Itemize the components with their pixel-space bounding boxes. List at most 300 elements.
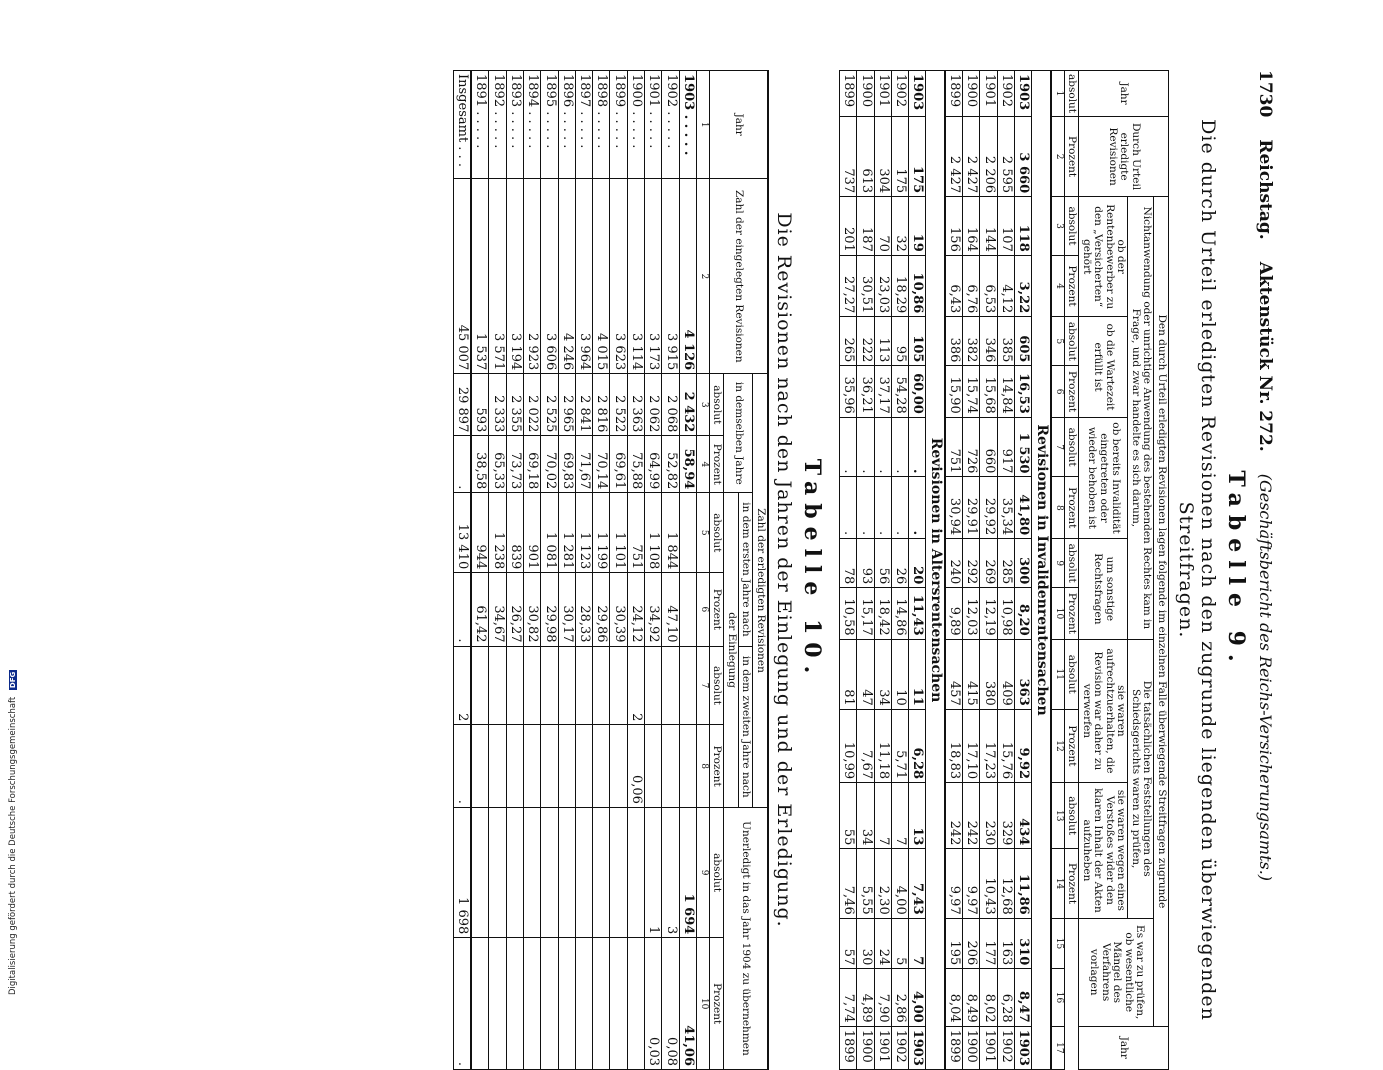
table-row bbox=[679, 71, 696, 1070]
table-cell: 1894 . . . . . bbox=[523, 71, 540, 179]
table-cell: 2 022 bbox=[523, 374, 540, 436]
table-cell: 1900 . . . . . bbox=[627, 71, 644, 179]
table-row bbox=[523, 71, 540, 1070]
table-cell: 9,92 bbox=[1015, 709, 1032, 782]
table-cell: 3 623 bbox=[610, 179, 627, 374]
section-alters: Revisionen in Altersrentensachen bbox=[926, 71, 945, 1070]
table-row bbox=[909, 71, 926, 1070]
table-cell: 1899 . . . . . bbox=[610, 71, 627, 179]
table-cell: 2 595 bbox=[997, 117, 1014, 197]
table-cell: 56 bbox=[874, 539, 891, 588]
t10-pct-label: Prozent bbox=[709, 436, 724, 493]
table-cell: 2 427 bbox=[963, 117, 980, 197]
t9-pct-label: Prozent bbox=[1064, 588, 1079, 639]
table-cell: 4 246 bbox=[558, 179, 575, 374]
table-cell bbox=[610, 725, 627, 807]
table-cell: 4,00 bbox=[891, 849, 908, 918]
table-cell bbox=[679, 493, 696, 573]
t10-abs-label: absolut bbox=[709, 374, 724, 436]
table-row bbox=[891, 71, 908, 1070]
t9-column-number: 7 bbox=[1051, 417, 1064, 477]
table-cell bbox=[593, 646, 610, 725]
table-cell: . bbox=[839, 417, 856, 477]
table-cell: 206 bbox=[963, 918, 980, 969]
page-number: 1730 bbox=[1255, 70, 1275, 118]
table-cell bbox=[506, 807, 523, 937]
table-cell: 2 355 bbox=[506, 374, 523, 436]
table-cell: 2 841 bbox=[575, 374, 592, 436]
table-cell: 613 bbox=[857, 117, 874, 197]
table-cell: 310 bbox=[1015, 918, 1032, 969]
table-cell: 5,55 bbox=[857, 849, 874, 918]
table-cell: 1903 bbox=[909, 71, 926, 117]
table-cell bbox=[471, 725, 489, 807]
table-cell: 2 062 bbox=[645, 374, 662, 436]
table-cell: 118 bbox=[1015, 197, 1032, 256]
t9-mangel-header: Es war zu prüfen, ob wesentliche Mängel des Verfahrens vorlagen bbox=[1079, 918, 1154, 1026]
table-cell: 751 bbox=[627, 493, 644, 573]
table-cell: 839 bbox=[506, 493, 523, 573]
t10-sub-unerl: Unerledigt in das Jahr 1904 zu übernehmen bbox=[724, 807, 768, 1069]
table-cell: 1 199 bbox=[593, 493, 610, 573]
table-cell: 107 bbox=[997, 197, 1014, 256]
table-cell: 41,80 bbox=[1015, 477, 1032, 539]
table-cell: 8,02 bbox=[980, 969, 997, 1026]
table-cell bbox=[471, 938, 489, 1070]
table-cell bbox=[471, 646, 489, 725]
t9-column-number: 11 bbox=[1051, 639, 1064, 709]
table-cell bbox=[489, 646, 506, 725]
table-cell: 2 923 bbox=[523, 179, 540, 374]
table-cell: 58,94 bbox=[679, 436, 696, 493]
table-cell bbox=[541, 725, 558, 807]
table-cell: 1901 bbox=[980, 1026, 997, 1069]
table-cell: 6,43 bbox=[945, 255, 963, 316]
t9-column-number: 13 bbox=[1051, 783, 1064, 849]
t10-pct-label: Prozent bbox=[709, 725, 724, 807]
table-cell: 8,20 bbox=[1015, 588, 1032, 639]
table-cell: 222 bbox=[857, 317, 874, 366]
table-row bbox=[506, 71, 523, 1070]
table-cell: 30,94 bbox=[945, 477, 963, 539]
table-cell: 1900 bbox=[857, 71, 874, 117]
table-row bbox=[471, 71, 489, 1070]
t9-column-number: 17 bbox=[1051, 1026, 1064, 1069]
table-cell: 73,73 bbox=[506, 436, 523, 493]
t10-abs-label: absolut bbox=[709, 493, 724, 573]
table-cell: 30,39 bbox=[610, 573, 627, 646]
table-cell: 385 bbox=[997, 317, 1014, 366]
table-cell: 4 126 bbox=[679, 179, 696, 374]
table-cell bbox=[471, 807, 489, 937]
page-header bbox=[1255, 70, 1275, 1070]
t10-sub-same: in demselben Jahre bbox=[724, 374, 753, 493]
t9-column-number: 2 bbox=[1051, 117, 1064, 197]
t9-pct-label: Prozent bbox=[1064, 849, 1079, 918]
table-cell: 2,86 bbox=[891, 969, 908, 1026]
table-cell: 69,61 bbox=[610, 436, 627, 493]
table-cell: 105 bbox=[909, 317, 926, 366]
table-cell: 300 bbox=[1015, 539, 1032, 588]
total-cell: 2 bbox=[453, 646, 471, 725]
table-cell: 1 081 bbox=[541, 493, 558, 573]
table-cell: 363 bbox=[1015, 639, 1032, 709]
table-cell: 737 bbox=[839, 117, 856, 197]
table-cell: 7,90 bbox=[874, 969, 891, 1026]
table-cell: 11,18 bbox=[874, 709, 891, 782]
t9-column-number: 8 bbox=[1051, 477, 1064, 539]
table-cell: 12,03 bbox=[963, 588, 980, 639]
table-cell bbox=[645, 646, 662, 725]
table-cell: 30,51 bbox=[857, 255, 874, 316]
table-cell: 409 bbox=[997, 639, 1014, 709]
table-cell: 64,99 bbox=[645, 436, 662, 493]
t10-col-count: Zahl der eingelegten Revisionen bbox=[709, 179, 768, 374]
t9-sub3: ob bereits Invalidität eingetreten oder wieder behoben ist bbox=[1079, 417, 1128, 538]
table-cell bbox=[645, 725, 662, 807]
table-cell: 1891 . . . . . bbox=[471, 71, 489, 179]
table-cell bbox=[627, 807, 644, 937]
t9-pct-label: Prozent bbox=[1064, 255, 1079, 316]
table-cell: 2,30 bbox=[874, 849, 891, 918]
table-cell: 329 bbox=[997, 783, 1014, 849]
table-row bbox=[997, 71, 1014, 1070]
total-cell: 1 698 bbox=[453, 807, 471, 937]
table-row bbox=[610, 71, 627, 1070]
table-cell: 2 522 bbox=[610, 374, 627, 436]
t9-column-number: 3 bbox=[1051, 197, 1064, 256]
table-row bbox=[645, 71, 662, 1070]
table-cell: 1 537 bbox=[471, 179, 489, 374]
table-row bbox=[963, 71, 980, 1070]
table-cell: 37,17 bbox=[874, 366, 891, 417]
t9-col-year-right: Jahr bbox=[1079, 1026, 1169, 1069]
table-row bbox=[945, 71, 963, 1070]
table-cell: 71,67 bbox=[575, 436, 592, 493]
table-cell: 1901 bbox=[980, 71, 997, 117]
t10-column-number: 9 bbox=[696, 807, 709, 937]
table-cell: . bbox=[891, 417, 908, 477]
table-cell: 242 bbox=[963, 783, 980, 849]
table-cell: 386 bbox=[945, 317, 963, 366]
table-cell: 78 bbox=[839, 539, 856, 588]
table-cell: 29,86 bbox=[593, 573, 610, 646]
table-cell: 2 525 bbox=[541, 374, 558, 436]
table-cell: 1 844 bbox=[662, 493, 679, 573]
table-cell: 3 660 bbox=[1015, 117, 1032, 197]
table-cell: 23,03 bbox=[874, 255, 891, 316]
table-cell: 285 bbox=[997, 539, 1014, 588]
t9-pct-label: Prozent bbox=[1064, 709, 1079, 782]
t10-column-numbers bbox=[696, 71, 709, 1070]
page-content bbox=[0, 70, 1275, 1070]
table-cell: 24,12 bbox=[627, 573, 644, 646]
table-cell bbox=[489, 725, 506, 807]
table-cell: 201 bbox=[839, 197, 856, 256]
table10-subtitle: Die Revisionen nach den Jahren der Einlegung und der Erledigung. bbox=[772, 212, 795, 928]
table-cell: 30 bbox=[857, 918, 874, 969]
table-cell: 13 bbox=[909, 783, 926, 849]
table-cell bbox=[523, 807, 540, 937]
table-cell: 292 bbox=[963, 539, 980, 588]
table-cell: 4,89 bbox=[857, 969, 874, 1026]
table-cell bbox=[593, 807, 610, 937]
table-cell: 29,92 bbox=[980, 477, 997, 539]
table-cell: 1 bbox=[645, 807, 662, 937]
table-cell bbox=[558, 725, 575, 807]
t9-abs-label: absolut bbox=[1064, 539, 1079, 588]
t10-pct-label: Prozent bbox=[709, 573, 724, 646]
table-cell: 6,28 bbox=[997, 969, 1014, 1026]
table-cell: 18,29 bbox=[891, 255, 908, 316]
table-cell: 1 101 bbox=[610, 493, 627, 573]
table-cell: 10 bbox=[891, 639, 908, 709]
table-cell: 1900 bbox=[857, 1026, 874, 1069]
table-cell: 1896 . . . . . bbox=[558, 71, 575, 179]
table-row bbox=[575, 71, 592, 1070]
table-row bbox=[662, 71, 679, 1070]
t9-abs-label: absolut bbox=[1064, 71, 1079, 117]
table-cell bbox=[541, 646, 558, 725]
table-cell: 1902 bbox=[997, 1026, 1014, 1069]
table-cell: . bbox=[857, 417, 874, 477]
table-cell: 2 206 bbox=[980, 117, 997, 197]
t9-column-number: 5 bbox=[1051, 317, 1064, 366]
table-cell bbox=[523, 938, 540, 1070]
table-cell: 1903 bbox=[909, 1026, 926, 1069]
table-cell: 1899 bbox=[945, 71, 963, 117]
t9-column-number: 14 bbox=[1051, 849, 1064, 918]
table-cell: 346 bbox=[980, 317, 997, 366]
table-cell: 14,86 bbox=[891, 588, 908, 639]
table-cell: 304 bbox=[874, 117, 891, 197]
t9-pct-label: Prozent bbox=[1064, 117, 1079, 197]
table-cell: 10,43 bbox=[980, 849, 997, 918]
table-cell: 11,43 bbox=[909, 588, 926, 639]
table-cell: 0,03 bbox=[645, 938, 662, 1070]
table-cell: 15,90 bbox=[945, 366, 963, 417]
table-cell: 1895 . . . . . bbox=[541, 71, 558, 179]
table-cell: 6,53 bbox=[980, 255, 997, 316]
t10-sub-first: in dem ersten Jahre nach bbox=[738, 493, 753, 646]
publication: Reichstag. bbox=[1255, 139, 1275, 240]
table-cell bbox=[593, 725, 610, 807]
t9-col-year: Jahr bbox=[1079, 71, 1169, 117]
table-cell: 3 915 bbox=[662, 179, 679, 374]
table-cell: 8,04 bbox=[945, 969, 963, 1026]
table-cell: 1897 . . . . . bbox=[575, 71, 592, 179]
table-cell: 1902 bbox=[891, 1026, 908, 1069]
table-cell: 113 bbox=[874, 317, 891, 366]
table-cell: 34,92 bbox=[645, 573, 662, 646]
table-cell: 2 816 bbox=[593, 374, 610, 436]
table-cell: 1 694 bbox=[679, 807, 696, 937]
table-cell: 269 bbox=[980, 539, 997, 588]
table-cell: 27,27 bbox=[839, 255, 856, 316]
table-cell: 1 123 bbox=[575, 493, 592, 573]
t9-tats-header: Die tatsächlichen Feststellungen des Schiedsgerichts waren zu prüfen, bbox=[1128, 639, 1154, 918]
table-cell bbox=[575, 725, 592, 807]
table-cell: 12,19 bbox=[980, 588, 997, 639]
table-cell bbox=[558, 807, 575, 937]
t10-abs-label: absolut bbox=[709, 807, 724, 937]
credit-text: Digitalisierung gefördert durch die Deutsche Forschungsgemeinschaft bbox=[8, 696, 18, 995]
table-cell: 57 bbox=[839, 918, 856, 969]
table-cell: 12,68 bbox=[997, 849, 1014, 918]
table-cell bbox=[610, 807, 627, 937]
table-cell: 47,10 bbox=[662, 573, 679, 646]
table-cell: 10,86 bbox=[909, 255, 926, 316]
table-cell: 751 bbox=[945, 417, 963, 477]
table-cell: 34 bbox=[857, 783, 874, 849]
table-cell bbox=[558, 938, 575, 1070]
table-cell: 14,84 bbox=[997, 366, 1014, 417]
table-cell: . bbox=[857, 477, 874, 539]
table-cell: 1 108 bbox=[645, 493, 662, 573]
t9-sub6: sie waren wegen eines Verstoßes wider den klaren Inhalt der Akten aufzuheben bbox=[1079, 783, 1128, 919]
table-cell: 10,58 bbox=[839, 588, 856, 639]
t9-column-number: 16 bbox=[1051, 969, 1064, 1026]
table-cell: 175 bbox=[909, 117, 926, 197]
total-cell: . bbox=[453, 725, 471, 807]
table-cell bbox=[558, 646, 575, 725]
t10-column-number: 10 bbox=[696, 938, 709, 1070]
t10-column-number: 2 bbox=[696, 179, 709, 374]
table-cell: 6,76 bbox=[963, 255, 980, 316]
table-cell: 35,34 bbox=[997, 477, 1014, 539]
t10-column-number: 4 bbox=[696, 436, 709, 493]
table-cell: 70 bbox=[874, 197, 891, 256]
table-cell: 11 bbox=[909, 639, 926, 709]
table9-title: Tabelle 9. bbox=[1223, 470, 1249, 670]
table-cell: 164 bbox=[963, 197, 980, 256]
table-cell: 605 bbox=[1015, 317, 1032, 366]
table-cell: 29,98 bbox=[541, 573, 558, 646]
table-cell: 2 432 bbox=[679, 374, 696, 436]
table-cell: 660 bbox=[980, 417, 997, 477]
table-cell: 35,96 bbox=[839, 366, 856, 417]
table-cell: . bbox=[874, 477, 891, 539]
table-cell: 3 571 bbox=[489, 179, 506, 374]
table10-title: Tabelle 10. bbox=[798, 458, 825, 682]
table-cell: 0,06 bbox=[627, 725, 644, 807]
table-cell: 36,21 bbox=[857, 366, 874, 417]
table-cell bbox=[593, 938, 610, 1070]
dfg-logo: DFG bbox=[9, 671, 17, 689]
table-cell: 69,18 bbox=[523, 436, 540, 493]
table-cell: 3 114 bbox=[627, 179, 644, 374]
table-cell: 434 bbox=[1015, 783, 1032, 849]
table-cell: 2 427 bbox=[945, 117, 963, 197]
total-cell: 13 410 bbox=[453, 493, 471, 573]
table-cell: 20 bbox=[909, 539, 926, 588]
table-cell: 81 bbox=[839, 639, 856, 709]
total-cell: Insgesamt . . . bbox=[453, 71, 471, 179]
t9-column-numbers bbox=[1051, 71, 1064, 1070]
table-cell bbox=[679, 573, 696, 646]
table-cell: 47 bbox=[857, 639, 874, 709]
table-cell: 26,27 bbox=[506, 573, 523, 646]
table-cell: 95 bbox=[891, 317, 908, 366]
t9-abs-pct-row bbox=[1064, 71, 1079, 1070]
table-cell: 3 964 bbox=[575, 179, 592, 374]
table-cell: 3 173 bbox=[645, 179, 662, 374]
table-cell: 382 bbox=[963, 317, 980, 366]
t10-sub-second: in dem zweiten Jahre nach bbox=[738, 646, 753, 807]
table-cell: 1901 bbox=[874, 1026, 891, 1069]
table-row bbox=[558, 71, 575, 1070]
table-cell: 17,10 bbox=[963, 709, 980, 782]
table-cell: 1901 . . . . . bbox=[645, 71, 662, 179]
t9-column-number: 6 bbox=[1051, 366, 1064, 417]
table-cell: 2 965 bbox=[558, 374, 575, 436]
table-cell: . bbox=[909, 417, 926, 477]
table-cell bbox=[506, 646, 523, 725]
table9 bbox=[839, 70, 1169, 1070]
table-cell: 65,33 bbox=[489, 436, 506, 493]
table-cell: 380 bbox=[980, 639, 997, 709]
t9-sub2: ob die Wartezeit erfüllt ist bbox=[1079, 317, 1128, 418]
table-cell: 457 bbox=[945, 639, 963, 709]
table-cell bbox=[679, 646, 696, 725]
table-cell: 1903 bbox=[1015, 71, 1032, 117]
table-cell: 144 bbox=[980, 197, 997, 256]
table-cell: 30,17 bbox=[558, 573, 575, 646]
table-cell bbox=[575, 938, 592, 1070]
table-cell: 2 068 bbox=[662, 374, 679, 436]
table-cell: 55 bbox=[839, 783, 856, 849]
t9-abs-label: absolut bbox=[1064, 783, 1079, 849]
table-cell bbox=[523, 646, 540, 725]
t10-abs-label: absolut bbox=[709, 646, 724, 725]
t10-column-number: 1 bbox=[696, 71, 709, 179]
table-cell: 1902 . . . . . bbox=[662, 71, 679, 179]
t10-col-year: Jahr bbox=[709, 71, 768, 179]
table-cell: 15,76 bbox=[997, 709, 1014, 782]
t9-sub4: um sonstige Rechtsfragen bbox=[1079, 539, 1128, 640]
table-cell: 75,88 bbox=[627, 436, 644, 493]
table-cell: 187 bbox=[857, 197, 874, 256]
table-cell bbox=[489, 807, 506, 937]
table-cell: 26 bbox=[891, 539, 908, 588]
t9-section-row bbox=[926, 71, 945, 1070]
table-cell: 11,86 bbox=[1015, 849, 1032, 918]
table-cell: 7,43 bbox=[909, 849, 926, 918]
t9-sub5: sie waren aufrechtzuerhalten, die Revision war daher zu verwerfen bbox=[1079, 639, 1128, 782]
table-cell: 1903 . . . . . bbox=[679, 71, 696, 179]
total-row bbox=[453, 71, 471, 1070]
table-cell: 917 bbox=[997, 417, 1014, 477]
table-row bbox=[541, 71, 558, 1070]
table-cell: 8,49 bbox=[963, 969, 980, 1026]
table-cell: 10,99 bbox=[839, 709, 856, 782]
table-cell: 34,67 bbox=[489, 573, 506, 646]
table-cell: 156 bbox=[945, 197, 963, 256]
table-cell: 1901 bbox=[874, 71, 891, 117]
table10 bbox=[453, 70, 769, 1070]
table-cell: 19 bbox=[909, 197, 926, 256]
table-row bbox=[857, 71, 874, 1070]
table-cell: . bbox=[839, 477, 856, 539]
table-cell: 61,42 bbox=[471, 573, 489, 646]
table-cell: 32 bbox=[891, 197, 908, 256]
table-cell: 1900 bbox=[963, 1026, 980, 1069]
table-cell: 38,58 bbox=[471, 436, 489, 493]
table-cell: 70,14 bbox=[593, 436, 610, 493]
table-cell: 1 530 bbox=[1015, 417, 1032, 477]
table-cell: 2 333 bbox=[489, 374, 506, 436]
t9-pct-label: Prozent bbox=[1064, 366, 1079, 417]
